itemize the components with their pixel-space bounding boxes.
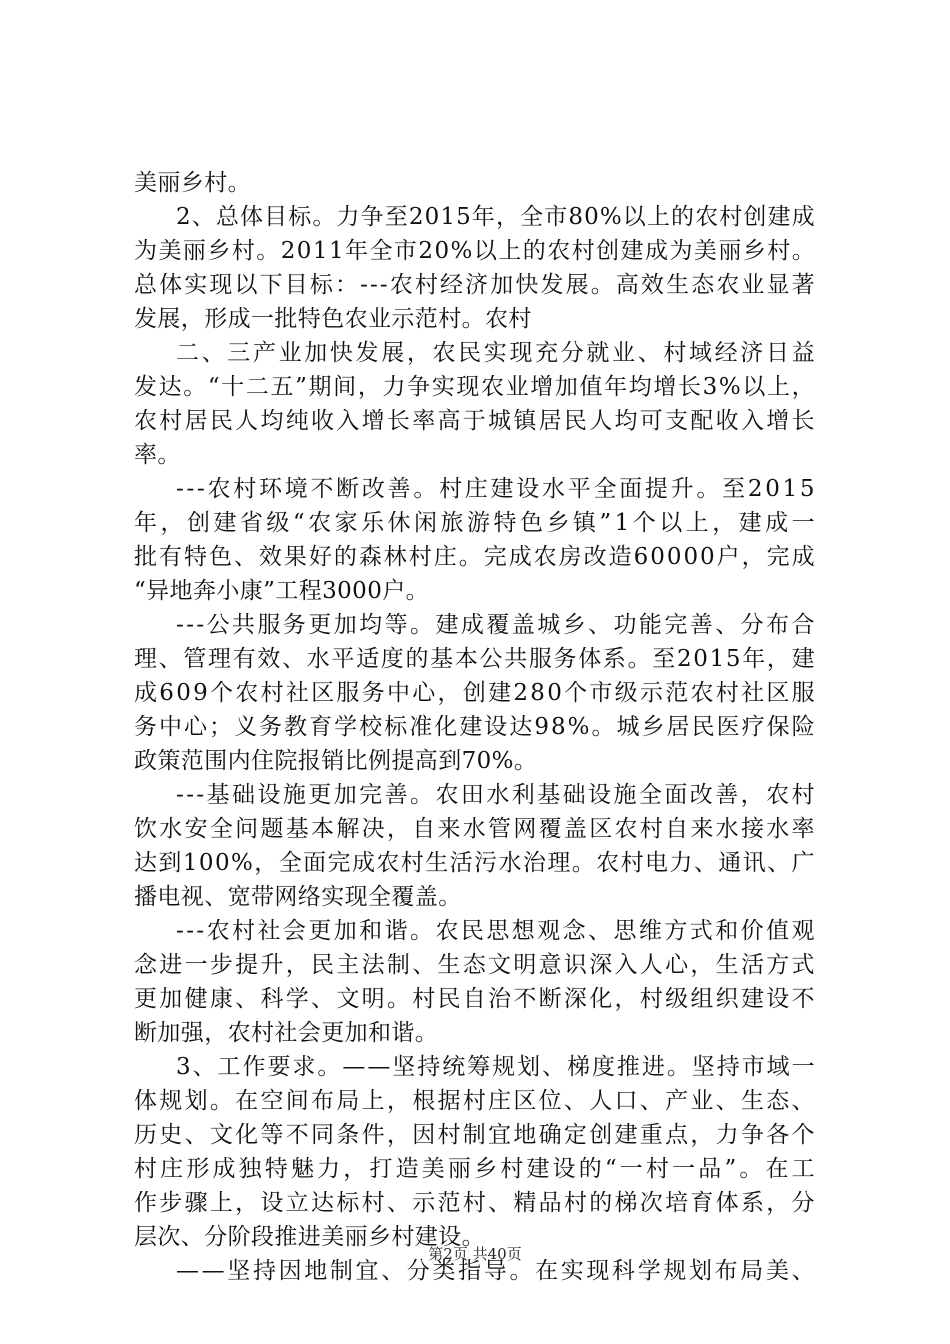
text-line: 作步骤上，设立达标村、示范村、精品村的梯次培育体系，分	[134, 1190, 817, 1216]
text-line: 农村居民人均纯收入增长率高于城镇居民人均可支配收入增长	[134, 408, 817, 434]
text-line: 层次、分阶段推进美丽乡村建设。	[134, 1224, 485, 1250]
text-line: 发展，形成一批特色农业示范村。农村	[134, 306, 532, 332]
text-line: ---农村环境不断改善。村庄建设水平全面提升。至2015	[176, 476, 818, 502]
text-line: 饮水安全问题基本解决，自来水管网覆盖区农村自来水接水率	[134, 816, 817, 842]
text-line: 总体实现以下目标：---农村经济加快发展。高效生态农业显著	[134, 272, 817, 298]
text-line: “异地奔小康”工程3000户。	[134, 578, 430, 604]
text-line: 理、管理有效、水平适度的基本公共服务体系。至2015年，建	[134, 646, 817, 672]
text-line: ——坚持因地制宜、分类指导。在实现科学规划布局美、	[176, 1258, 818, 1284]
text-line: 批有特色、效果好的森林村庄。完成农房改造60000户，完成	[134, 544, 817, 570]
text-line: 历史、文化等不同条件，因村制宜地确定创建重点，力争各个	[134, 1122, 817, 1148]
page-footer: 第2页 共40页	[428, 1245, 522, 1263]
text-line: 念进一步提升，民主法制、生态文明意识深入人心，生活方式	[134, 952, 817, 978]
text-line: 体规划。在空间布局上，根据村庄区位、人口、产业、生态、	[134, 1088, 817, 1114]
text-line: ---基础设施更加完善。农田水利基础设施全面改善，农村	[176, 782, 817, 808]
text-line: ---农村社会更加和谐。农民思想观念、思维方式和价值观	[176, 918, 817, 944]
text-line: 二、三产业加快发展，农民实现充分就业、村域经济日益	[176, 340, 818, 366]
text-line: 年，创建省级“农家乐休闲旅游特色乡镇”1个以上，建成一	[134, 510, 819, 536]
text-line: 3、工作要求。——坚持统筹规划、梯度推进。坚持市域一	[176, 1054, 817, 1080]
text-line: 美丽乡村。	[134, 170, 251, 196]
text-line: 务中心；义务教育学校标准化建设达98%。城乡居民医疗保险	[134, 714, 817, 740]
text-line: 断加强，农村社会更加和谐。	[134, 1020, 439, 1046]
text-line: 村庄形成独特魅力，打造美丽乡村建设的“一村一品”。在工	[134, 1156, 818, 1182]
text-line: 政策范围内住院报销比例提高到70%。	[134, 748, 538, 774]
text-line: 2、总体目标。力争至2015年，全市80%以上的农村创建成	[176, 204, 816, 230]
text-line: 为美丽乡村。2011年全市20%以上的农村创建成为美丽乡村。	[134, 238, 817, 264]
text-line: 成609个农村社区服务中心，创建280个市级示范农村社区服	[134, 680, 817, 706]
text-line: 率。	[134, 442, 181, 468]
text-line: 发达。“十二五”期间，力争实现农业增加值年均增长3%以上，	[134, 374, 817, 400]
text-line: 播电视、宽带网络实现全覆盖。	[134, 884, 462, 910]
text-line: 达到100%，全面完成农村生活污水治理。农村电力、通讯、广	[134, 850, 816, 876]
text-line: 更加健康、科学、文明。村民自治不断深化，村级组织建设不	[134, 986, 817, 1012]
text-line: ---公共服务更加均等。建成覆盖城乡、功能完善、分布合	[176, 612, 817, 638]
